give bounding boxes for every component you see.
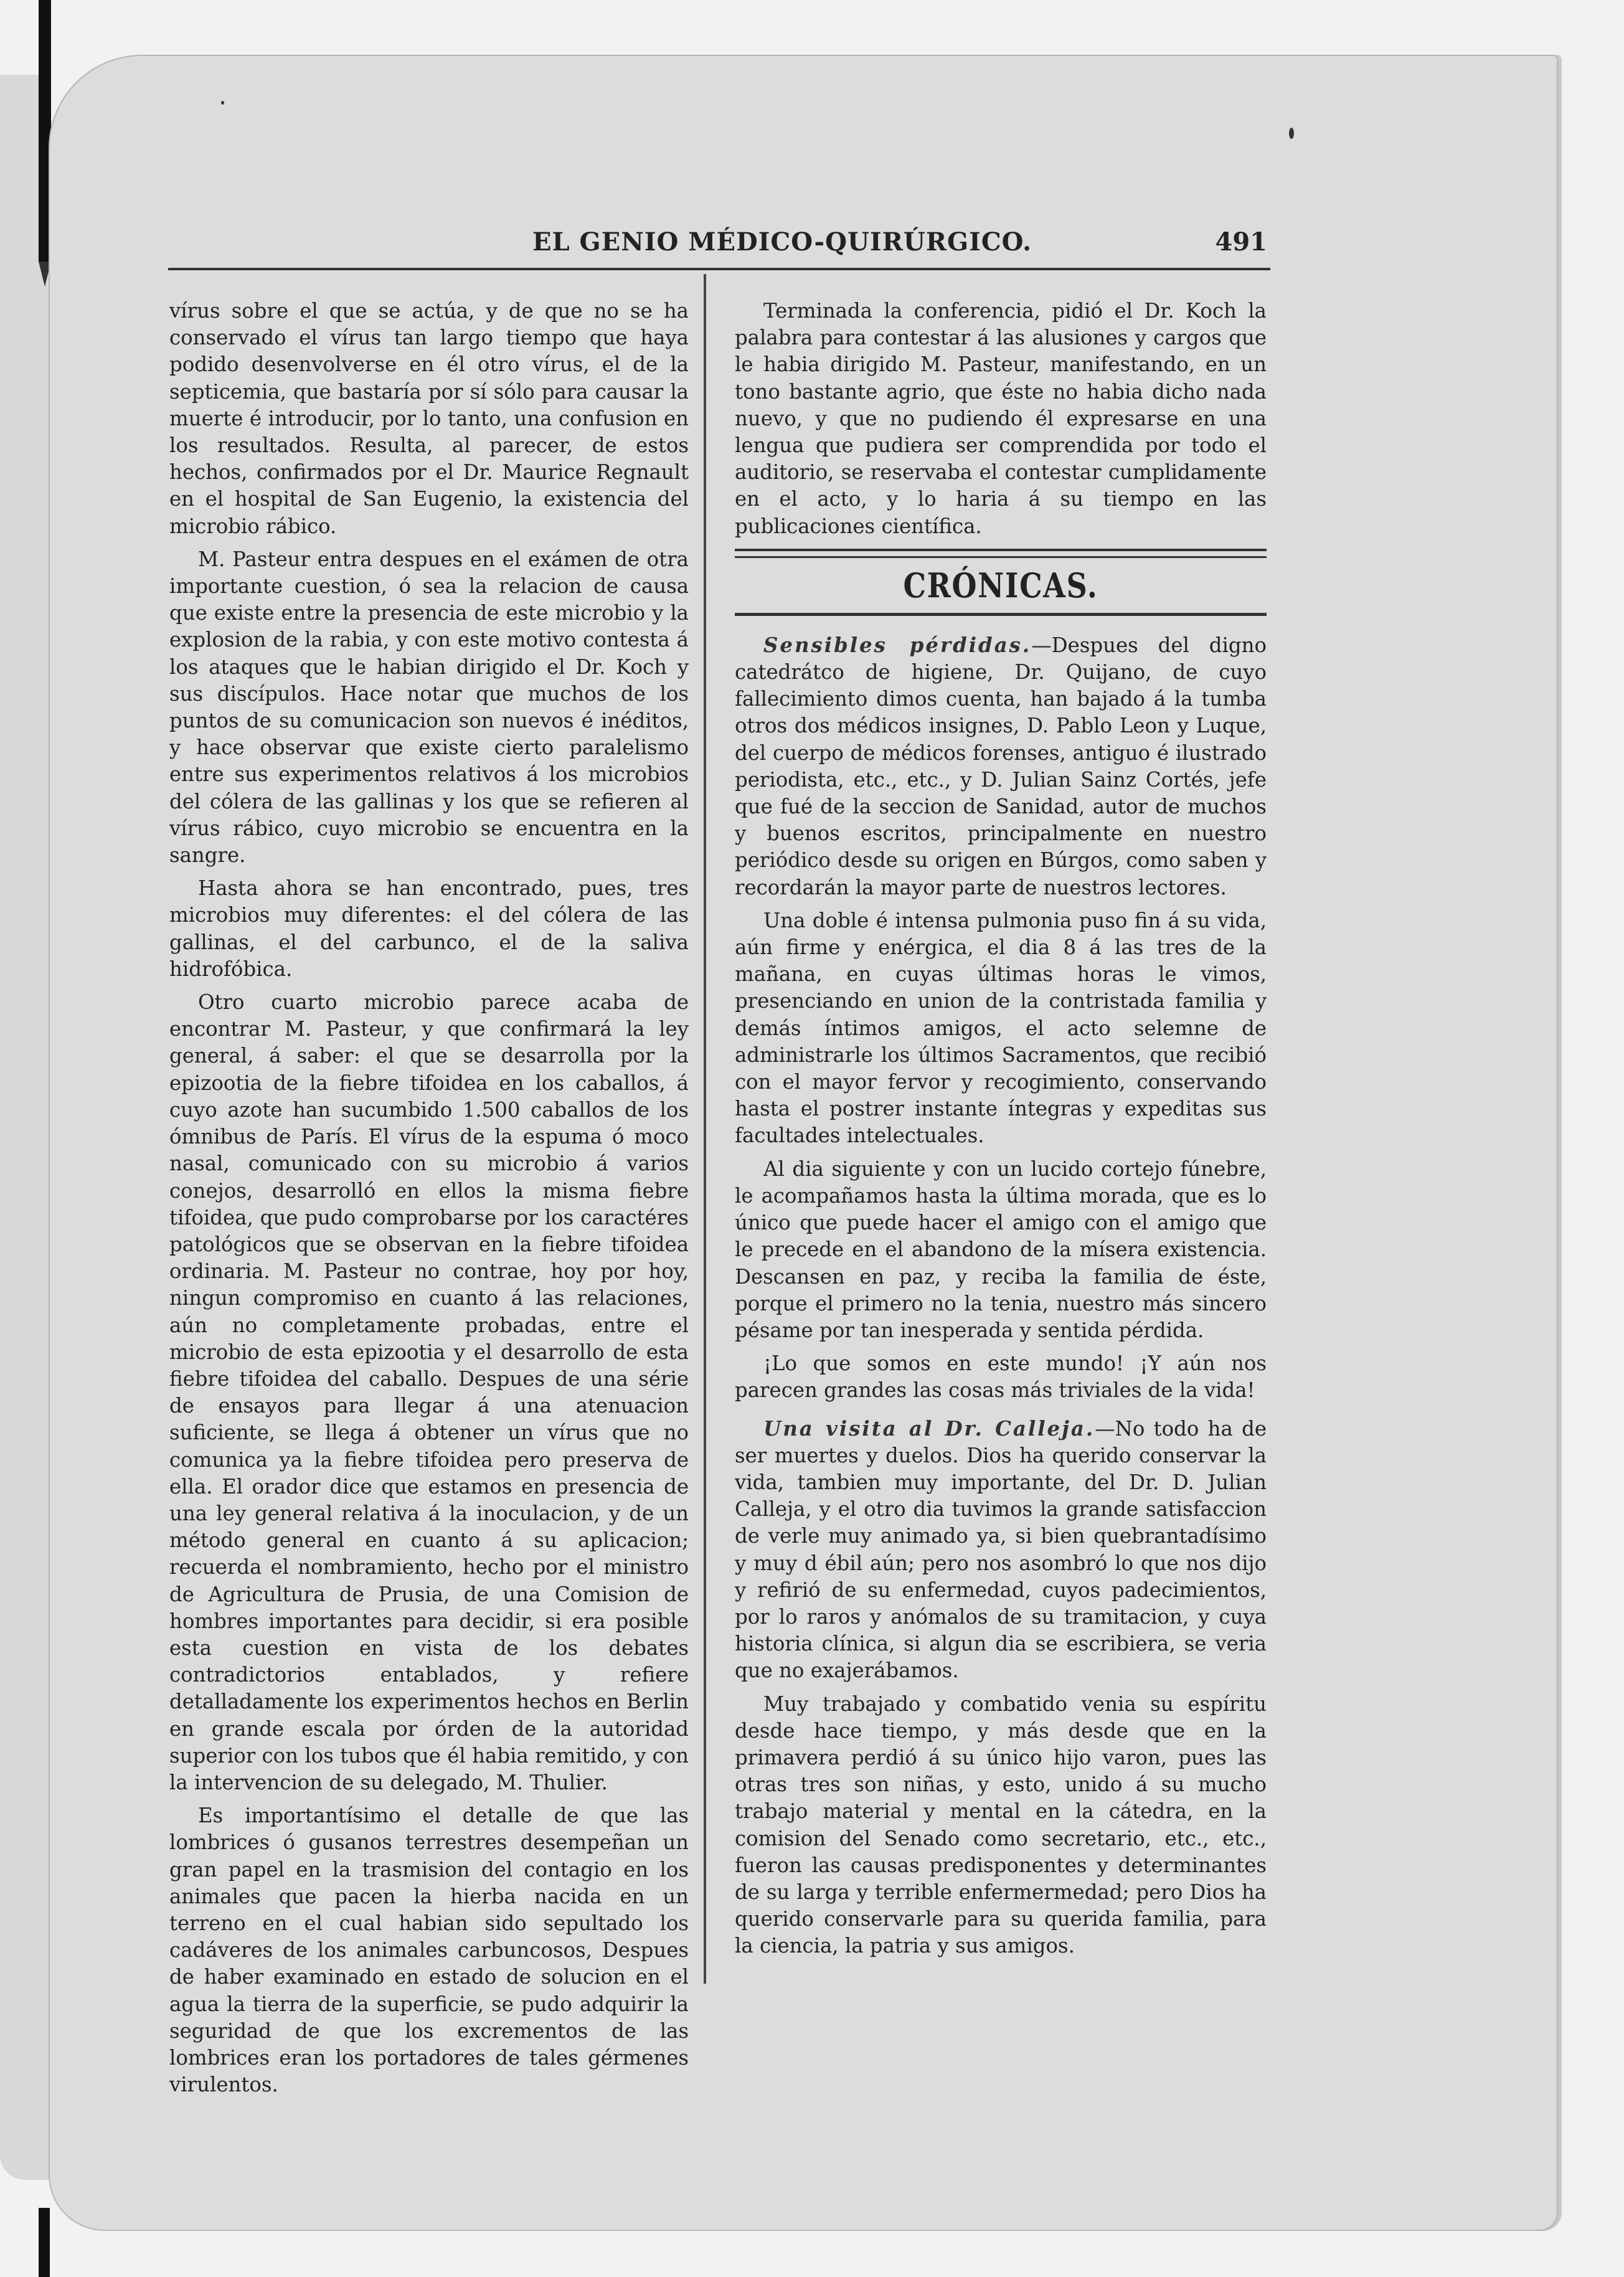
page-number: 491: [1215, 227, 1267, 257]
article-text: —Despues del digno catedrátco de higiene, Dr. Quijano, de cuyo fallecimiento dimos cuenta, han bajado á la tumba otros dos médicos insignes, D. Pablo Leon y Luque, del cuerpo de médicos forenses, antiguo é ilustrado periodista, etc., etc., y D. Julian Sainz Cortés, jefe que fué de la seccion de Sanidad, autor de muchos y buenos escritos, principalmente en nuestro periódico desde su origen en Búrgos, como saben y recordarán la mayor parte de nuestros lectores.: [735, 633, 1267, 899]
section-rule: [735, 613, 1267, 616]
paragraph: Una doble é intensa pulmonia puso fin á su vida, aún firme y enérgica, el dia 8 á las tres de la mañana, en cuyas últimas horas le vimos, presenciando en union de la contristada familia y demás íntimos amigos, el acto selemne de administrarle los últimos Sacramentos, que recibió con el mayor fervor y recogimiento, conservando hasta el postrer instante íntegras y expeditas sus facultades intelectuales.: [735, 908, 1267, 1148]
paragraph: vírus sobre el que se actúa, y de que no se ha conservado el vírus tan largo tiempo que haya podido desenvolverse en él otro vírus, el de la septicemia, que bastaría por sí sólo para causar la muerte é introducir, por lo tanto, una confusion en los resultados. Resulta, al parecer, de estos hechos, confirmados por el Dr. Maurice Regnault en el hospital de San Eugenio, la existencia del microbio rábico.: [169, 299, 689, 538]
article-visita-calleja: [735, 1416, 1267, 1685]
left-column: [169, 298, 689, 2104]
paragraph: ¡Lo que somos en este mundo! ¡Y aún nos parecen grandes las cosas más triviales de la vida!: [735, 1352, 1267, 1403]
right-column: [735, 298, 1267, 1966]
ink-speck: [1289, 128, 1294, 139]
ink-speck: [221, 101, 224, 105]
article-sensibles-perdidas: [735, 632, 1267, 901]
running-header: [532, 227, 1267, 257]
section-title: CRÓNICAS.: [903, 565, 1098, 605]
paragraph: Hasta ahora se han encontrado, pues, tres microbios muy diferentes: el del cólera de las gallinas, el del carbunco, el de la saliva hidrofóbica.: [169, 876, 689, 981]
column-divider: [704, 274, 706, 1984]
paragraph: M. Pasteur entra despues en el exámen de otra importante cuestion, ó sea la relacion de causa que existe entre la presencia de este microbio y la explosion de la rabia, y con este motivo contesta á los ataques que le habian dirigido el Dr. Koch y sus discípulos. Hace notar que muchos de los puntos de su comunicacion son nuevos é inéditos, y hace observar que existe cierto paralelismo entre sus experimentos relativos á los microbios del cólera de las gallinas y los que se refieren al vírus rábico, cuyo microbio se encuentra en la sangre.: [169, 547, 689, 868]
article-lead: Una visita al Dr. Calleja.: [763, 1416, 1095, 1441]
facing-page-edge: [0, 75, 50, 2180]
paragraph: Al dia siguiente y con un lucido cortejo fúnebre, le acompañamos hasta la última morada, que es lo único que puede hacer el amigo con el amigo que le precede en el abandono de la mísera existencia. Descansen en paz, y reciba la familia de éste, porque el primero no la tenia, nuestro más sincero pésame por tan inesperada y sentida pérdida.: [735, 1157, 1267, 1342]
article-text: —No todo ha de ser muertes y duelos. Dios ha querido conservar la vida, tambien muy importante, del Dr. D. Julian Calleja, y el otro dia tuvimos la grande satisfaccion de verle muy animado ya, si bien quebrantadísimo y muy d ébil aún; pero nos asombró lo que nos dijo y refirió de su enfermedad, cuyos padecimientos, por lo raros y anómalos de su tramitacion, y cuya historia clínica, si algun dia se escribiera, se veria que no exajerábamos.: [735, 1416, 1267, 1683]
paragraph: Terminada la conferencia, pidió el Dr. Koch la palabra para contestar á las alusiones y cargos que le habia dirigido M. Pasteur, manifestando, en un tono bastante agrio, que éste no habia dicho nada nuevo, y que no pudiendo él expresarse en una lengua que pudiera ser comprendida por todo el auditorio, se reservaba el contestar cumplidamente en el acto, y lo haria á su tiempo en las publicaciones científica.: [735, 299, 1267, 538]
section-double-rule: [735, 549, 1267, 558]
paragraph: Otro cuarto microbio parece acaba de encontrar M. Pasteur, y que confirmará la ley general, á saber: el que se desarrolla por la epizootia de la fiebre tifoidea en los caballos, á cuyo azote han sucumbido 1.500 caballos de los ómnibus de París. El vírus de la espuma ó moco nasal, comunicado con su microbio á varios conejos, desarrolló en ellos la misma fiebre tifoidea, que pudo comprobarse por los caractéres patológicos que se observan en la fiebre tifoidea ordinaria. M. Pasteur no contrae, hoy por hoy, ningun compromiso en cuanto á las relaciones, aún no completamente probadas, entre el microbio de esta epizootia y el desarrollo de esta fiebre tifoidea del caballo. Despues de una série de ensayos para llegar á una atenuacion suficiente, se llega á obtener un vírus que no comunica ya la fiebre tifoidea pero preserva de ella. El orador dice que estamos en presencia de una ley general relativa á la inoculacion, y de un método general en cuanto á su aplicacion; recuerda el nombramiento, hecho por el ministro de Agricultura de Prusia, de una Comision de hombres importantes para decidir, si era posible esta cuestion en vista de los debates contradictorios entablados, y refiere detalladamente los experimentos hechos en Berlin en grande escala por órden de la autoridad superior con los tubos que él habia remitido, y con la intervencion de su delegado, M. Thulier.: [169, 990, 689, 1794]
journal-title: EL GENIO MÉDICO-QUIRÚRGICO.: [532, 227, 1032, 257]
header-rule: [168, 268, 1270, 270]
paragraph: Es importantísimo el detalle de que las lombrices ó gusanos terrestres desempeñan un gran papel en la trasmision del contagio en los animales que pacen la hierba nacida en un terreno en el cual habian sido sepultado los cadáveres de los animales carbuncosos, Despues de haber examinado en estado de solucion en el agua la tierra de la superficie, se pudo adquirir la seguridad de que los excrementos de las lombrices eran los portadores de tales gérmenes virulentos.: [169, 1804, 689, 2097]
binding-strip-bottom: [39, 2208, 50, 2277]
paragraph: Muy trabajado y combatido venia su espíritu desde hace tiempo, y más desde que en la primavera perdió á su único hijo varon, pues las otras tres son niñas, y esto, unido á su mucho trabajo material y mental en la cátedra, en la comision del Senado como secretario, etc., etc., fueron las causas predisponentes y determinantes de su larga y terrible enfermermedad; pero Dios ha querido conservarle para su querida familia, para la ciencia, la patria y sus amigos.: [735, 1692, 1267, 1958]
article-lead: Sensibles pérdidas.: [763, 633, 1032, 657]
